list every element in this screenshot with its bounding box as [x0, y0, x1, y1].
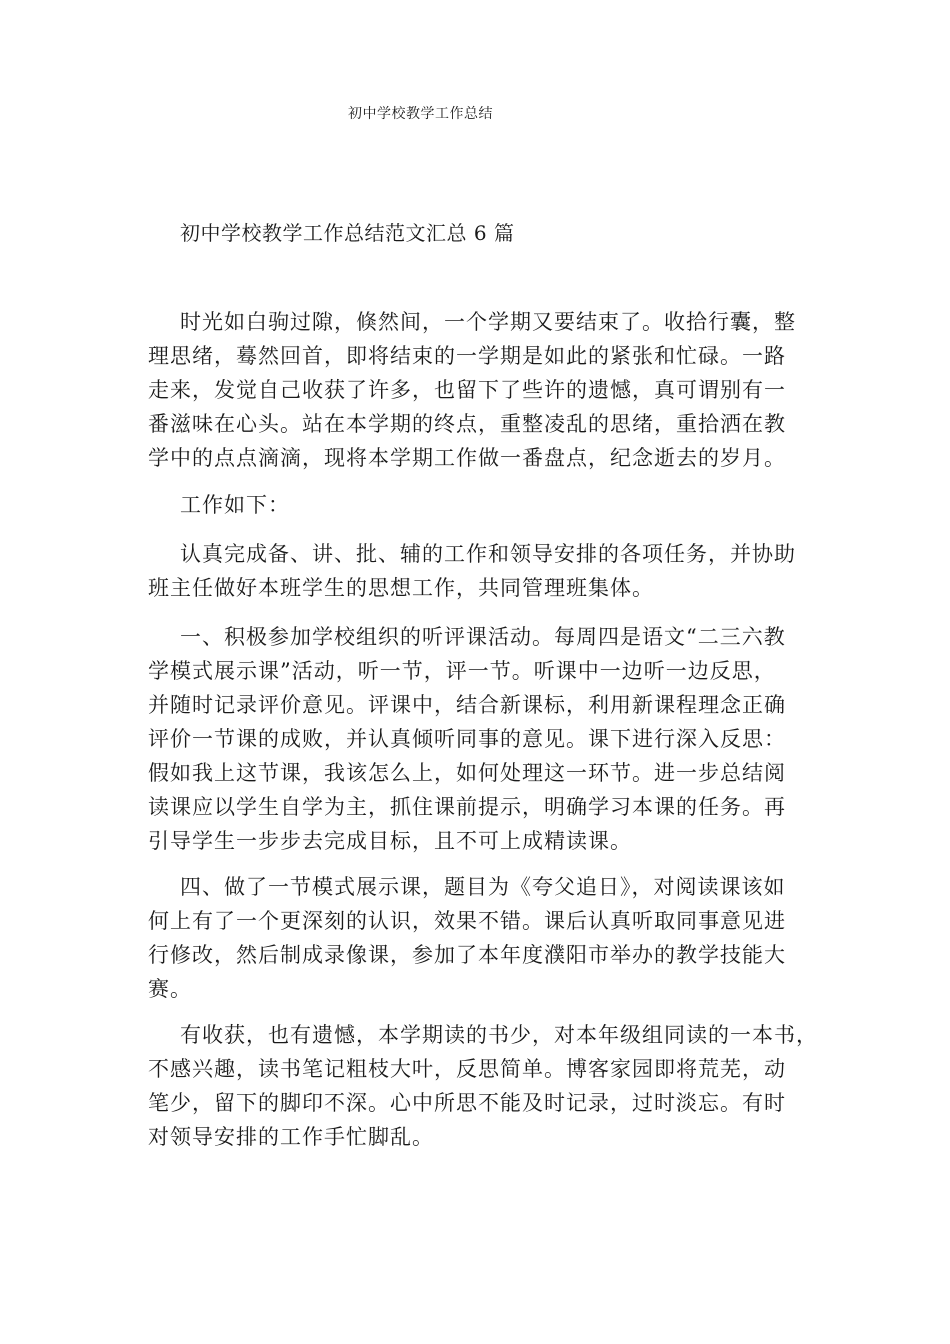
paragraph-line: 理思绪，蓦然回首，即将结束的一学期是如此的紧张和忙碌。一路 — [148, 344, 786, 368]
paragraph-line: 认真完成备、讲、批、辅的工作和领导安排的各项任务，并协助 — [180, 542, 796, 566]
paragraph-line: 一、积极参加学校组织的听评课活动。每周四是语文“二三六教 — [180, 625, 786, 649]
paragraph-line: 读课应以学生自学为主，抓住课前提示，明确学习本课的任务。再 — [148, 795, 786, 819]
paragraph-line: 评价一节课的成败，并认真倾听同事的意见。课下进行深入反思： — [148, 727, 786, 751]
paragraph-line: 对领导安排的工作手忙脚乱。 — [148, 1125, 434, 1149]
paragraph-line: 赛。 — [148, 977, 192, 1001]
paragraph-line: 番滋味在心头。站在本学期的终点，重整凌乱的思绪，重拾洒在教 — [148, 412, 786, 436]
paragraph-section-four — [148, 870, 808, 1006]
paragraph-line: 工作如下： — [180, 493, 290, 517]
paragraph-line: 不感兴趣，读书笔记粗枝大叶，反思简单。博客家园即将荒芜，动 — [148, 1057, 786, 1081]
paragraph-line: 行修改，然后制成录像课，参加了本年度濮阳市举办的教学技能大 — [148, 943, 786, 967]
paragraph-line: 假如我上这节课，我该怎么上，如何处理这一环节。进一步总结阅 — [148, 761, 786, 785]
paragraph-section-one — [148, 620, 808, 858]
paragraph-intro — [148, 305, 808, 475]
running-header: 初中学校教学工作总结 — [348, 106, 493, 122]
paragraph-line: 班主任做好本班学生的思想工作，共同管理班集体。 — [148, 576, 654, 600]
paragraph-line: 笔少，留下的脚印不深。心中所思不能及时记录，过时淡忘。有时 — [148, 1091, 786, 1115]
paragraph-line: 时光如白驹过隙，倏然间，一个学期又要结束了。收拾行囊，整 — [180, 310, 796, 334]
document-title: 初中学校教学工作总结范文汇总 6 篇 — [180, 221, 515, 245]
paragraph-line: 何上有了一个更深刻的认识，效果不错。课后认真听取同事意见进 — [148, 909, 786, 933]
paragraph-line: 四、做了一节模式展示课，题目为《夸父追日》，对阅读课该如 — [180, 875, 786, 899]
paragraph-reflection — [148, 1018, 818, 1154]
paragraph-line: 学中的点点滴滴，现将本学期工作做一番盘点，纪念逝去的岁月。 — [148, 446, 786, 470]
paragraph-line: 走来，发觉自己收获了许多，也留下了些许的遗憾，真可谓别有一 — [148, 378, 786, 402]
paragraph-duties — [148, 537, 808, 605]
paragraph-line: 引导学生一步步去完成目标，且不可上成精读课。 — [148, 829, 632, 853]
paragraph-work-heading — [148, 488, 808, 522]
paragraph-line: 学模式展示课”活动，听一节，评一节。听课中一边听一边反思， — [148, 659, 776, 683]
paragraph-line: 并随时记录评价意见。评课中，结合新课标，利用新课程理念正确 — [148, 693, 786, 717]
paragraph-line: 有收获，也有遗憾，本学期读的书少，对本年级组同读的一本书， — [180, 1023, 818, 1047]
